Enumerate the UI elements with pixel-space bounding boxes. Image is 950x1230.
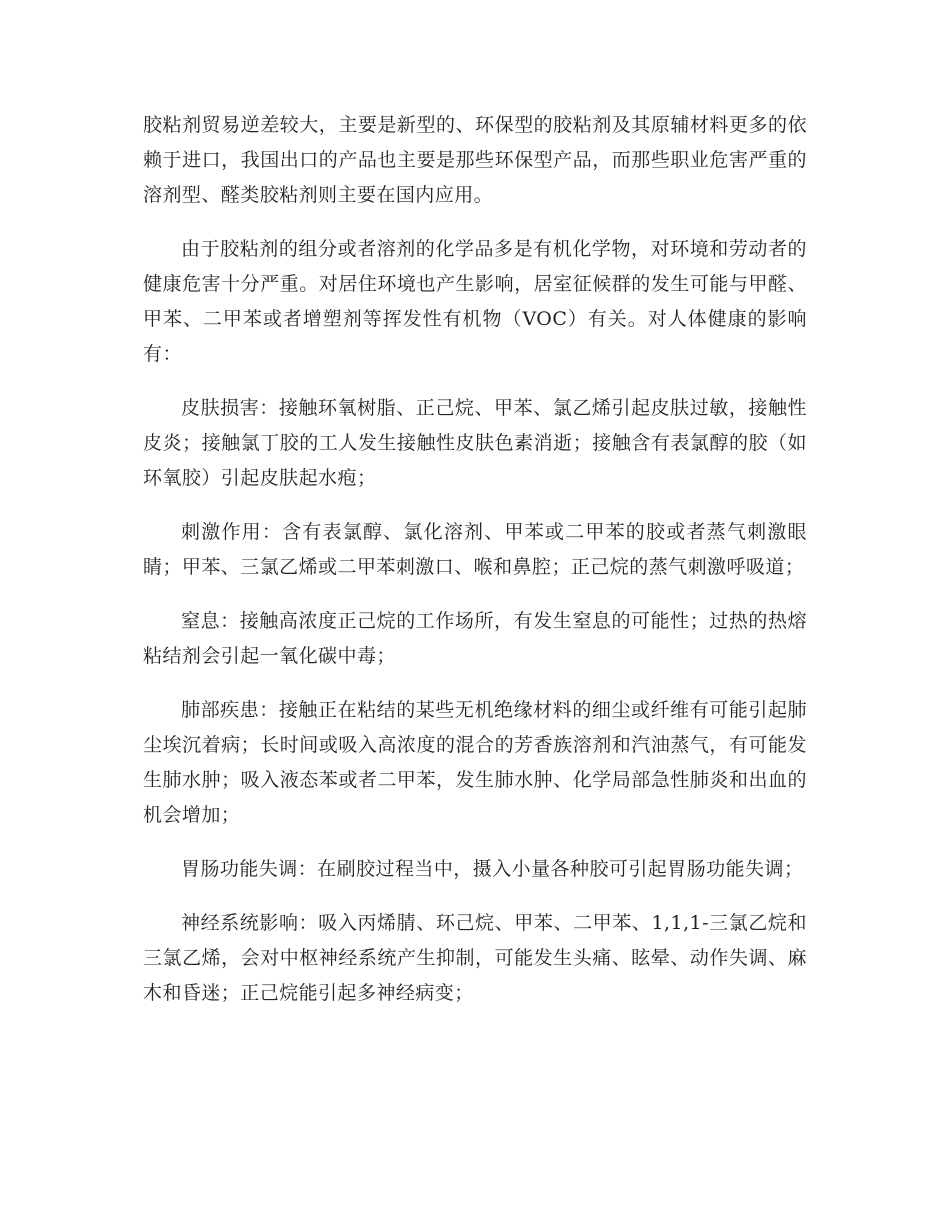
- paragraph-4: 刺激作用：含有表氯醇、氯化溶剂、甲苯或二甲苯的胶或者蒸气刺激眼睛；甲苯、三氯乙烯或二甲苯刺激口、喉和鼻腔；正己烷的蒸气刺激呼吸道；: [143, 521, 807, 578]
- paragraph-1: 胶粘剂贸易逆差较大，主要是新型的、环保型的胶粘剂及其原辅材料更多的依赖于进口，我国出口的产品也主要是那些环保型产品，而那些职业危害严重的溶剂型、醛类胶粘剂则主要在国内应用。: [143, 114, 807, 206]
- paragraph-5: 窒息：接触高浓度正己烷的工作场所，有发生窒息的可能性；过热的热熔粘结剂会引起一氧化碳中毒；: [143, 610, 807, 667]
- paragraph-2: 由于胶粘剂的组分或者溶剂的化学品多是有机化学物，对环境和劳动者的健康危害十分严重。对居住环境也产生影响，居室征候群的发生可能与甲醛、甲苯、二甲苯或者增塑剂等挥发性有机物（VOC）有关。对人体健康的影响有：: [143, 238, 807, 365]
- document-body: [143, 108, 807, 1030]
- paragraph-3: 皮肤损害：接触环氧树脂、正己烷、甲苯、氯乙烯引起皮肤过敏，接触性皮炎；接触氯丁胶的工人发生接触性皮肤色素消逝；接触含有表氯醇的胶（如环氧胶）引起皮肤起水疱；: [143, 397, 807, 489]
- paragraph-7: 胃肠功能失调：在刷胶过程当中，摄入小量各种胶可引起胃肠功能失调；: [181, 858, 804, 880]
- paragraph-8: 神经系统影响：吸入丙烯腈、环己烷、甲苯、二甲苯、1,1,1-三氯乙烷和三氯乙烯，会对中枢神经系统产生抑制，可能发生头痛、眩晕、动作失调、麻木和昏迷；正己烷能引起多神经病变；: [143, 912, 807, 1004]
- paragraph-6: 肺部疾患：接触正在粘结的某些无机绝缘材料的细尘或纤维有可能引起肺尘埃沉着病；长时间或吸入高浓度的混合的芳香族溶剂和汽油蒸气，有可能发生肺水肿；吸入液态苯或者二甲苯，发生肺水肿、化学局部急性肺炎和出血的机会增加；: [143, 699, 807, 826]
